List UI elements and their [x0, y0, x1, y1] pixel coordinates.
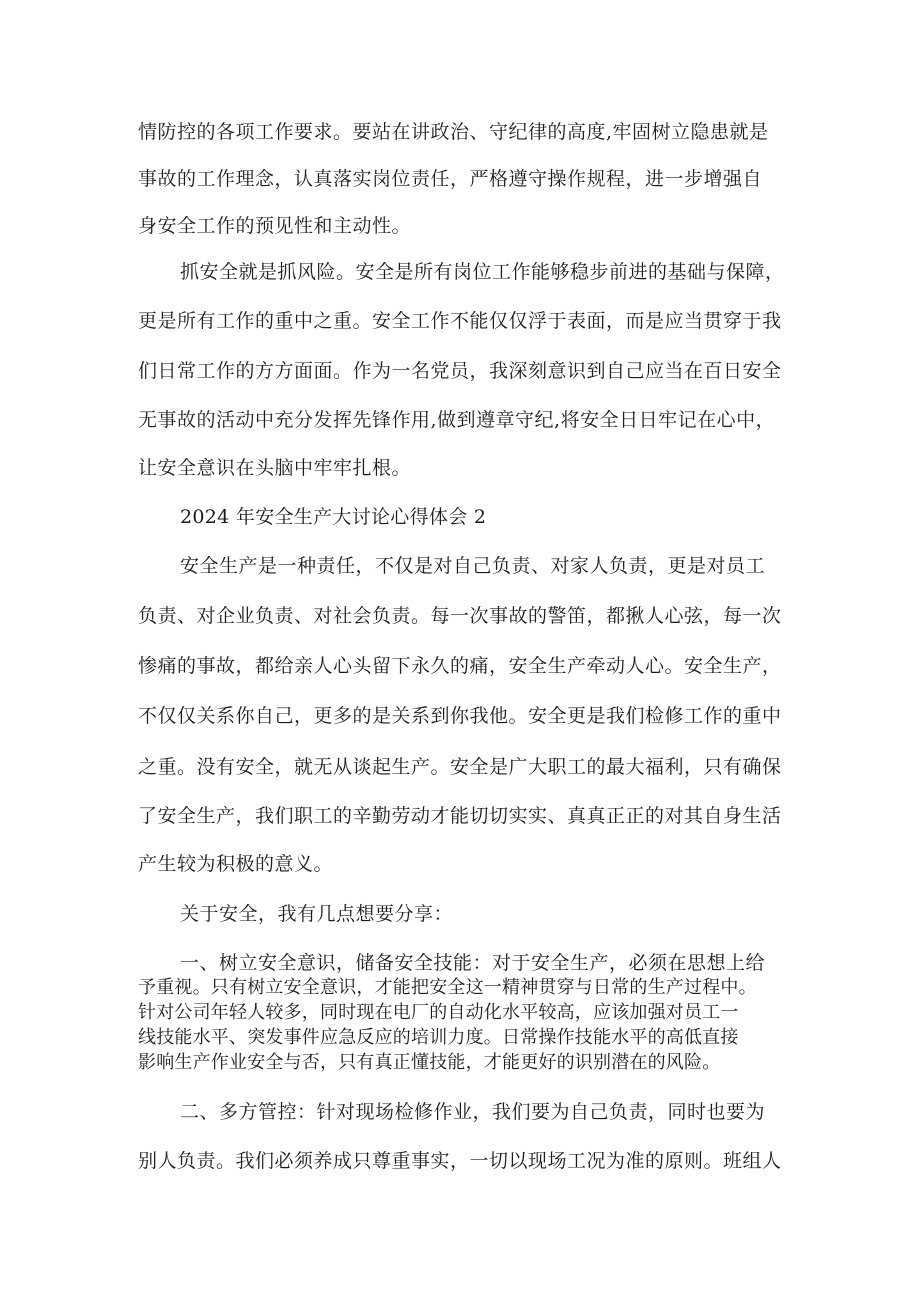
paragraph-line: 予重视。只有树立安全意识，才能把安全这一精神贯穿与日常的生产过程中。: [138, 977, 757, 998]
paragraph-line: 影响生产作业安全与否，只有真正懂技能，才能更好的识别潜在的风险。: [138, 1052, 721, 1073]
paragraph-line: 之重。没有安全，就无从谈起生产。安全是广大职工的最大福利，只有确保: [138, 756, 782, 778]
paragraph-line: 了安全生产，我们职工的辛勤劳动才能切切实实、真真正正的对其自身生活: [138, 805, 782, 827]
paragraph-line: 产生较为积极的意义。: [138, 853, 334, 875]
paragraph-line: 们日常工作的方方面面。作为一名党员，我深刻意识到自己应当在百日安全: [138, 360, 782, 382]
paragraph-line: 别人负责。我们必须养成只尊重事实，一切以现场工况为准的原则。班组人: [138, 1150, 782, 1172]
paragraph-line: 二、多方管控：针对现场检修作业，我们要为自己负责，同时也要为: [180, 1101, 766, 1123]
paragraph-line: 身安全工作的预见性和主动性。: [138, 215, 412, 237]
paragraph-line: 负责、对企业负责、对社会负责。每一次事故的警笛，都揪人心弦，每一次: [138, 605, 782, 627]
paragraph-line: 线技能水平、突发事件应急反应的培训力度。日常操作技能水平的高低直接: [138, 1027, 739, 1048]
paragraph-line: 无事故的活动中充分发挥先锋作用,做到遵章守纪,将安全日日牢记在心中，: [138, 409, 776, 431]
paragraph-line: 事故的工作理念，认真落实岗位责任，严格遵守操作规程，进一步增强自: [138, 168, 763, 190]
paragraph-line: 一、树立安全意识，储备安全技能：对于安全生产，必须在思想上给: [180, 952, 766, 974]
paragraph-line: 抓安全就是抓风险。安全是所有岗位工作能够稳步前进的基础与保障，: [180, 261, 785, 283]
paragraph-line: 让安全意识在头脑中牢牢扎根。: [138, 457, 412, 479]
paragraph-line: 惨痛的事故，都给亲人心头留下永久的痛，安全生产牵动人心。安全生产，: [138, 655, 782, 677]
paragraph-line: 关于安全，我有几点想要分享：: [180, 903, 454, 925]
paragraph-line: 不仅仅关系你自己，更多的是关系到你我他。安全更是我们检修工作的重中: [138, 705, 782, 727]
paragraph-line: 更是所有工作的重中之重。安全工作不能仅仅浮于表面，而是应当贯穿于我: [138, 310, 782, 332]
paragraph-line: 安全生产是一种责任，不仅是对自己负责、对家人负责，更是对员工: [180, 555, 766, 577]
section-title: 2024 年安全生产大讨论心得体会 2: [180, 506, 487, 528]
paragraph-line: 针对公司年轻人较多，同时现在电厂的自动化水平较高，应该加强对员工一: [138, 1002, 739, 1023]
paragraph-line: 情防控的各项工作要求。要站在讲政治、守纪律的高度,牢固树立隐患就是: [138, 121, 769, 143]
